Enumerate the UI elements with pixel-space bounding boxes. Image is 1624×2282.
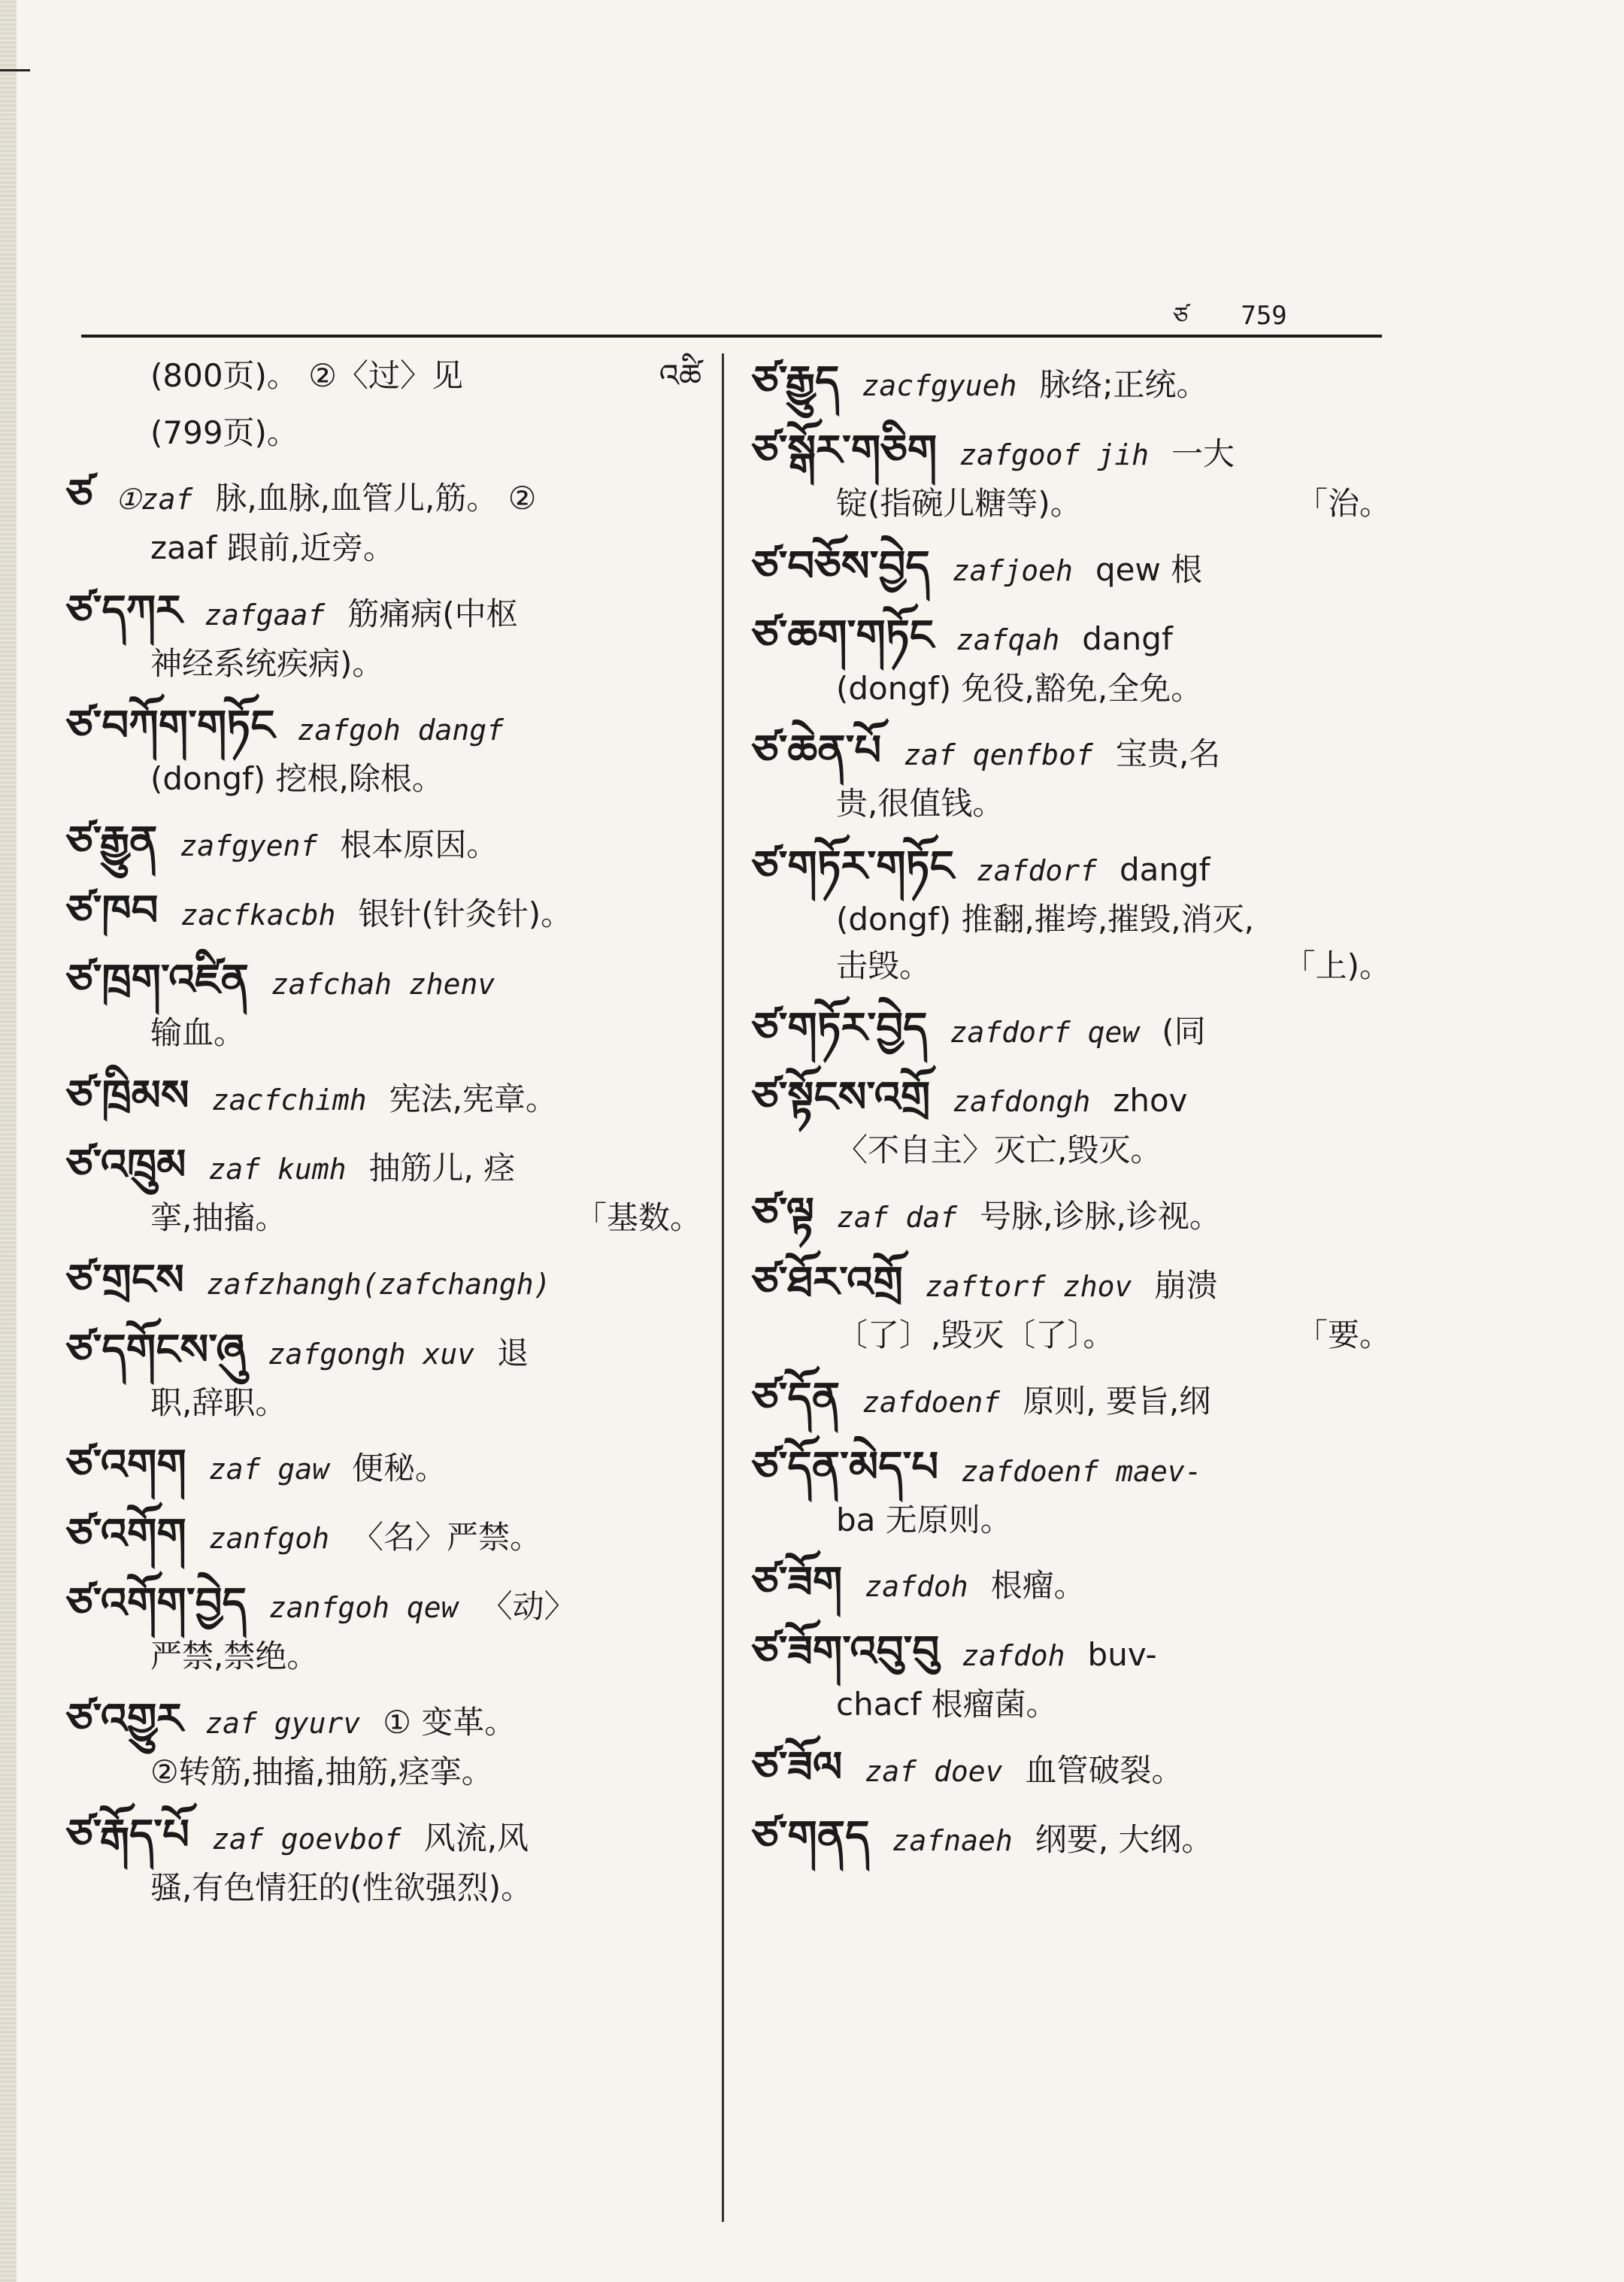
- dictionary-entry: [66, 817, 701, 867]
- chinese-gloss: 崩溃: [1154, 1266, 1218, 1304]
- chinese-gloss: (同: [1162, 1013, 1206, 1050]
- romanization: zaf gaw: [208, 1453, 329, 1486]
- entry-line: [150, 357, 701, 395]
- romanization: zafgongh xuv: [268, 1337, 475, 1371]
- entry-line: [66, 1811, 701, 1860]
- romanization: zaftorf zhov: [925, 1269, 1132, 1303]
- romanization: zafchah zhenv: [271, 968, 495, 1002]
- tibetan-headword: ཙ་རྒྱུན: [66, 817, 158, 866]
- romanization: zacfkacbh: [180, 899, 336, 932]
- dictionary-entry: [66, 1811, 701, 1907]
- romanization: zafdorf: [976, 854, 1097, 888]
- margin-tick: [0, 69, 30, 71]
- entry-line: [66, 1256, 701, 1305]
- entry-line: [66, 956, 701, 1005]
- dictionary-entry: [66, 357, 701, 395]
- gloss-continuation-text: chacf 根瘤菌。: [836, 1686, 1058, 1723]
- romanization: zacfchimh: [211, 1083, 367, 1117]
- chinese-gloss: 宝贵,名: [1115, 735, 1221, 773]
- tibetan-headword: ཙ་ཁབ: [66, 886, 159, 936]
- entry-line: [752, 1374, 1391, 1423]
- tibetan-headword: ཙ: [66, 471, 93, 520]
- entry-line: [752, 842, 1391, 892]
- gloss-continuation: [752, 1502, 1391, 1539]
- dictionary-entry: [752, 1627, 1391, 1723]
- tibetan-headword: ཙ་འགོག་བྱེད: [66, 1579, 247, 1629]
- entry-line: [752, 1073, 1391, 1123]
- chinese-gloss: 便秘。: [351, 1450, 447, 1487]
- gloss-continuation-text: 贵,很值钱。: [836, 785, 1004, 823]
- right-column: [752, 357, 1391, 1881]
- gloss-continuation-text: 严禁,禁绝。: [150, 1638, 319, 1675]
- romanization: zaf qenfbof: [904, 738, 1093, 772]
- entry-line: [752, 611, 1391, 661]
- entry-line: [752, 1189, 1391, 1238]
- dictionary-entry: [752, 1743, 1391, 1793]
- entry-line: [752, 726, 1391, 776]
- entry-line: [66, 1326, 701, 1375]
- chinese-gloss: 抽筋儿, 痉: [368, 1149, 516, 1186]
- dictionary-entry: [66, 471, 701, 567]
- tibetan-headword: ཙ་བཀོག་གཏོང: [66, 702, 275, 751]
- margin-note: 「上)。: [1283, 947, 1391, 984]
- dictionary-entry: [752, 1073, 1391, 1169]
- tibetan-headword: ཙ་དོན: [752, 1373, 841, 1423]
- dictionary-entry: [752, 426, 1391, 523]
- entry-line: [752, 426, 1391, 476]
- tibetan-headword: ཙ་འགོག: [66, 1510, 186, 1559]
- gloss-continuation-text: 〈不自主〉灭亡,毁灭。: [836, 1132, 1162, 1169]
- gloss-continuation: [752, 485, 1391, 523]
- tibetan-headword: ཙ་འཁྲུམ: [66, 1140, 186, 1189]
- chinese-gloss: 宪法,宪章。: [389, 1080, 557, 1117]
- chinese-gloss: 根瘤。: [990, 1567, 1086, 1605]
- dictionary-entry: [752, 1374, 1391, 1423]
- gloss-continuation: [752, 947, 1391, 985]
- gloss-continuation: [66, 760, 701, 798]
- romanization: zanfgoh: [208, 1522, 329, 1556]
- romanization: zafqah: [956, 623, 1060, 656]
- tibetan-headword: ཙ་གནད: [752, 1812, 870, 1862]
- gloss-continuation-text: ②转筋,抽搐,抽筋,痉挛。: [150, 1753, 493, 1791]
- dictionary-entry: [752, 1004, 1391, 1053]
- entry-line: [66, 1695, 701, 1744]
- romanization: zafgoh dangf: [297, 714, 504, 747]
- gloss-continuation: [752, 1132, 1391, 1169]
- dictionary-entry: [66, 1579, 701, 1675]
- entry-line: [66, 586, 701, 636]
- gloss-continuation: [66, 645, 701, 683]
- dictionary-entry: [66, 1071, 701, 1121]
- gloss-continuation: [66, 1014, 701, 1052]
- gloss-continuation-text: (dongf) 推翻,摧垮,摧毁,消灭,: [836, 901, 1254, 938]
- chinese-gloss: buv-: [1087, 1636, 1157, 1674]
- romanization: zafgoof jih: [959, 438, 1149, 472]
- romanization: zafdorf qew: [950, 1016, 1140, 1050]
- entry-line: [752, 1004, 1391, 1053]
- entry-line: [66, 471, 701, 520]
- dictionary-entry: [752, 1189, 1391, 1238]
- romanization: zafgaaf: [205, 598, 326, 632]
- entry-line: [752, 357, 1391, 407]
- page-number: 759: [1241, 301, 1287, 331]
- entry-line: [66, 1141, 701, 1190]
- tibetan-headword: ཙ་ཆེན་པོ: [752, 726, 882, 776]
- gloss-continuation: [66, 1384, 701, 1422]
- dictionary-entry: [752, 357, 1391, 407]
- entry-line: [752, 1812, 1391, 1862]
- tibetan-headword: ཙ་ཐོར་འགྲོ: [752, 1257, 903, 1307]
- gloss-continuation-text: zaaf 跟前,近旁。: [150, 529, 395, 567]
- dictionary-entry: [66, 956, 701, 1052]
- entry-line: [66, 1441, 701, 1490]
- tibetan-headword: ཙ་འགག: [66, 1441, 186, 1490]
- dictionary-entry: [66, 702, 701, 798]
- tibetan-headword: ཙ་རྒྱུད: [752, 357, 840, 406]
- gloss-continuation: [66, 1638, 701, 1675]
- tibetan-headword: ཙ་དོན་མེད་པ: [752, 1442, 939, 1492]
- gloss-continuation: [66, 529, 701, 567]
- romanization: zanfgoh qew: [268, 1591, 459, 1625]
- entry-line: [66, 1579, 701, 1629]
- dictionary-entry: [752, 1258, 1391, 1354]
- chinese-gloss: 〈名〉严禁。: [351, 1519, 541, 1556]
- gloss-continuation: [66, 1199, 701, 1237]
- chinese-gloss: 〈动〉: [480, 1588, 576, 1626]
- gloss-continuation: [66, 1753, 701, 1791]
- dictionary-entry: [752, 842, 1391, 984]
- romanization: zaf goevbof: [212, 1822, 401, 1856]
- tibetan-headword: ཙ་གཏོར་གཏོང: [752, 842, 954, 892]
- romanization: zaf gyurv: [205, 1706, 361, 1740]
- entry-line: [66, 1071, 701, 1121]
- gloss-continuation-text: 职,辞职。: [150, 1383, 287, 1421]
- dictionary-entry: [66, 1695, 701, 1791]
- chinese-gloss: dangf: [1119, 851, 1210, 889]
- dictionary-entry: [752, 1812, 1391, 1862]
- gloss-continuation-text: 神经系统疾病)。: [150, 644, 384, 682]
- romanization: zafnaeh: [892, 1824, 1013, 1858]
- gloss-continuation-text: 〔了〕,毁灭〔了〕。: [836, 1317, 1115, 1354]
- tibetan-headword: ཙ་ཟོག: [752, 1558, 843, 1608]
- tibetan-headword: ཙ་སྒོར་གཅིག: [752, 426, 938, 476]
- romanization: zaf daf: [837, 1200, 958, 1234]
- chinese-gloss: 筋痛病(中枢: [347, 595, 518, 632]
- gloss-continuation: [752, 785, 1391, 823]
- romanization: zacfgyueh: [862, 369, 1017, 402]
- entry-line: [66, 702, 701, 751]
- dictionary-entry: [752, 542, 1391, 592]
- tibetan-headword: ཙ་ཟོག་འབུ་བུ: [752, 1627, 940, 1677]
- margin-note: འཚི: [659, 357, 701, 394]
- chinese-gloss: zhov: [1113, 1082, 1188, 1120]
- romanization: zaf kumh: [208, 1152, 347, 1186]
- gloss-continuation: [752, 1686, 1391, 1723]
- tibetan-headword: ཙ་བཅོས་བྱེད: [752, 541, 930, 591]
- gloss-continuation-text: 锭(指碗儿糖等)。: [836, 485, 1082, 523]
- entry-line: [752, 1627, 1391, 1677]
- chinese-gloss: 原则, 要旨,纲: [1023, 1382, 1211, 1420]
- head-letter: ཙ: [1173, 302, 1189, 330]
- romanization: zafdoh: [962, 1639, 1065, 1673]
- chinese-gloss: qew 根: [1095, 550, 1203, 588]
- continuation-text: (800页)。 ②〈过〉见: [150, 357, 463, 394]
- dictionary-entry: [66, 1510, 701, 1559]
- romanization: zafdoh: [865, 1570, 968, 1604]
- chinese-gloss: 风流,风: [423, 1819, 529, 1856]
- tibetan-headword: ཙ་སྟོངས་འགྲོ: [752, 1073, 931, 1123]
- page-header: [1173, 289, 1287, 331]
- left-column: [66, 357, 701, 1926]
- romanization: zafdoenf: [862, 1385, 1001, 1419]
- margin-note: 「治。: [1295, 485, 1391, 523]
- entry-line: [150, 414, 701, 452]
- dictionary-entry: [66, 1256, 701, 1305]
- gloss-continuation-text: (dongf) 免役,豁免,全免。: [836, 669, 1203, 707]
- chinese-gloss: 根本原因。: [340, 826, 498, 863]
- dictionary-entry: [66, 1326, 701, 1422]
- dictionary-entry: [66, 1141, 701, 1237]
- dictionary-entry: [66, 1441, 701, 1490]
- chinese-gloss: ① 变革。: [383, 1703, 517, 1741]
- chinese-gloss: 脉络;正统。: [1039, 366, 1208, 403]
- gloss-continuation-text: 挛,抽搐。: [150, 1199, 287, 1236]
- tibetan-headword: ཙ་ཟོལ: [752, 1743, 843, 1793]
- entry-line: [66, 886, 701, 936]
- gloss-continuation: [752, 901, 1391, 938]
- gloss-continuation: [66, 1869, 701, 1907]
- page-edge: [0, 0, 17, 2282]
- tibetan-headword: ཙ་གཏོར་བྱེད: [752, 1004, 928, 1053]
- entry-line: [752, 1743, 1391, 1793]
- tibetan-headword: ཙ་འགྱུར: [66, 1694, 183, 1744]
- chinese-gloss: 号脉,诊脉,诊视。: [980, 1197, 1221, 1235]
- gloss-continuation-text: (dongf) 挖根,除根。: [150, 760, 444, 798]
- entry-line: [66, 1510, 701, 1559]
- romanization: zafjoeh: [952, 553, 1073, 587]
- chinese-gloss: dangf: [1082, 620, 1173, 657]
- dictionary-entry: [66, 586, 701, 683]
- gloss-continuation-text: 骚,有色情狂的(性欲强烈)。: [150, 1868, 533, 1906]
- romanization: zafdongh: [953, 1085, 1091, 1119]
- entry-line: [752, 1443, 1391, 1493]
- column-divider: [722, 353, 724, 2222]
- dictionary-entry: [752, 611, 1391, 708]
- tibetan-headword: ཙ་དགོངས་ཞུ: [66, 1325, 246, 1374]
- chinese-gloss: 脉,血脉,血管儿,筋。 ②: [215, 480, 537, 517]
- margin-note: 「要。: [1295, 1317, 1391, 1354]
- romanization: zafdoenf maev-: [961, 1454, 1202, 1488]
- gloss-continuation-text: 击毁。: [836, 947, 932, 984]
- tibetan-headword: ཙ་དཀར: [66, 586, 183, 635]
- romanization: zafgyenf: [180, 829, 318, 862]
- chinese-gloss: 一大: [1171, 435, 1235, 473]
- chinese-gloss: 银针(针灸针)。: [358, 896, 573, 933]
- dictionary-entry: [66, 886, 701, 936]
- romanization: zafzhangh(zafchangh): [206, 1268, 551, 1302]
- entry-line: [752, 1558, 1391, 1608]
- tibetan-headword: ཙ་ཆག་གཏོང: [752, 611, 934, 660]
- dictionary-entry: [752, 1558, 1391, 1608]
- chinese-gloss: 纲要, 大纲。: [1035, 1821, 1213, 1859]
- tibetan-headword: ཙ་རྒོད་པོ: [66, 1810, 190, 1859]
- gloss-continuation-text: ba 无原则。: [836, 1501, 1012, 1538]
- chinese-gloss: 退: [497, 1334, 529, 1371]
- entry-line: [752, 542, 1391, 592]
- gloss-continuation: [752, 670, 1391, 708]
- tibetan-headword: ཙ་ཁྲག་འཛིན: [66, 956, 249, 1005]
- dictionary-entry: [752, 1443, 1391, 1539]
- entry-line: [66, 817, 701, 867]
- continuation-text: (799页)。: [150, 414, 298, 451]
- gloss-continuation: [752, 1317, 1391, 1354]
- chinese-gloss: 血管破裂。: [1025, 1752, 1183, 1790]
- margin-note: 「基数。: [574, 1199, 701, 1236]
- romanization: ①zaf: [115, 483, 193, 517]
- tibetan-headword: ཙ་གྲངས: [66, 1256, 184, 1305]
- dictionary-entry: [66, 414, 701, 452]
- tibetan-headword: ཙ་ལྟ: [752, 1188, 814, 1238]
- header-rule: [81, 335, 1382, 338]
- tibetan-headword: ཙ་ཁྲིམས: [66, 1071, 189, 1120]
- dictionary-entry: [752, 726, 1391, 823]
- entry-line: [752, 1258, 1391, 1308]
- gloss-continuation-text: 输血。: [150, 1014, 246, 1052]
- romanization: zaf doev: [865, 1755, 1003, 1789]
